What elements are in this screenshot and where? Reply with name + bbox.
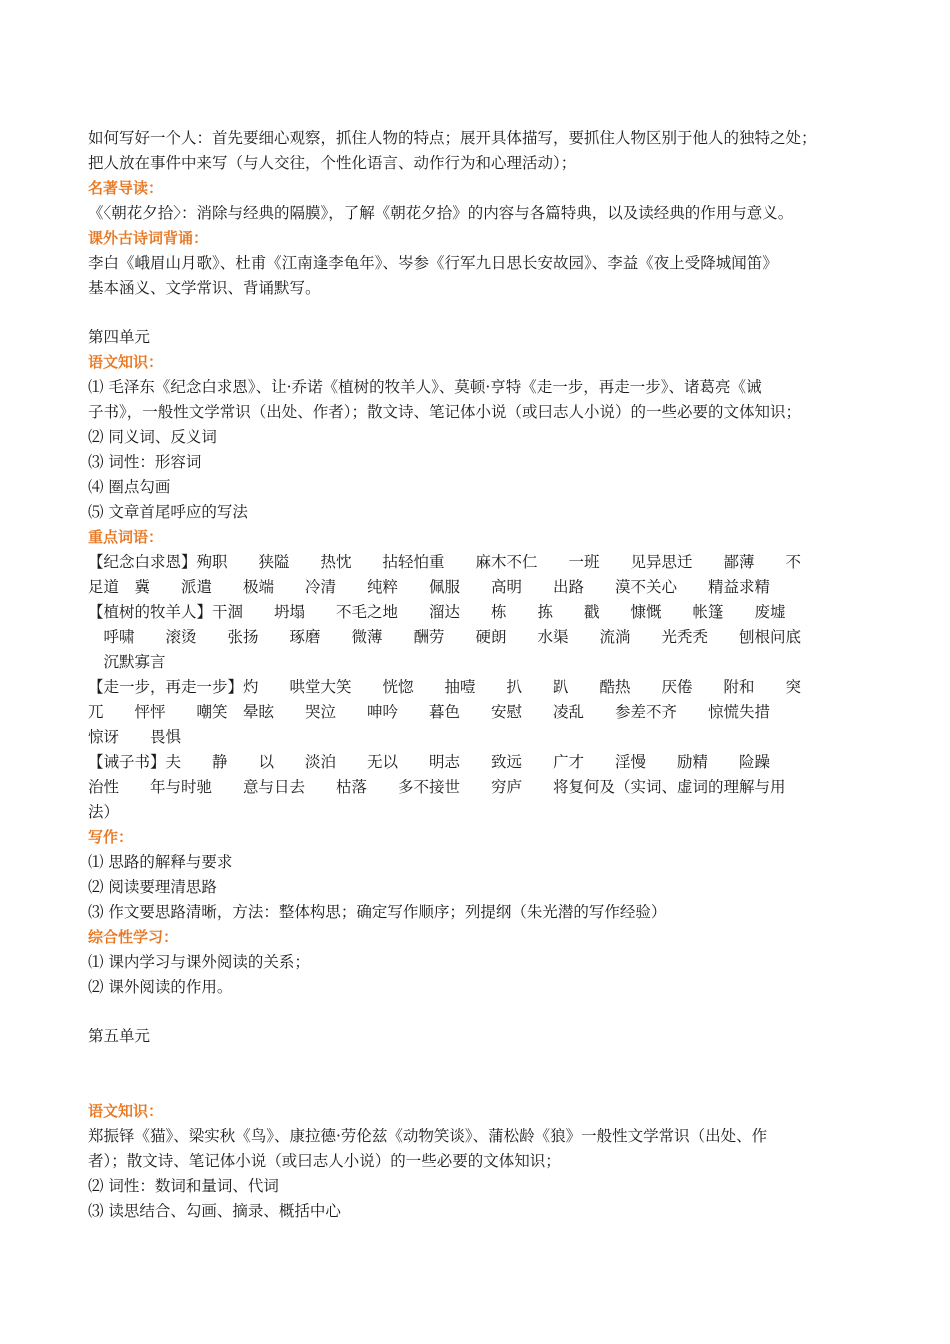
poems-line-2: 基本涵义、文学常识、背诵默写。 — [88, 279, 321, 297]
writing-tip-line-1: 如何写好一个人：首先要细心观察，抓住人物的特点；展开具体描写，要抓住人物区别于他人的独特之处； — [88, 129, 817, 147]
unit4-writing-heading: 写作： — [88, 828, 134, 846]
unit4-knowledge-1b: 子书》，一般性文学常识（出处、作者）；散文诗、笔记体小说（或曰志人小说）的一些必要的文体知识； — [88, 403, 802, 421]
unit4-study-2: ⑵ 课外阅读的作用。 — [88, 978, 233, 996]
unit4-knowledge-heading: 语文知识： — [88, 353, 164, 371]
writing-tip-line-2: 把人放在事件中来写（与人交往，个性化语言、动作行为和心理活动）； — [88, 154, 577, 172]
unit4-title: 第四单元 — [88, 328, 151, 346]
unit4-knowledge-2: ⑵ 同义词、反义词 — [88, 428, 217, 446]
vocab-line: 法） — [88, 803, 120, 821]
unit5-knowledge-1a: 郑振铎《猫》、梁实秋《鸟》、康拉德·劳伦兹《动物笑谈》、蒲松龄《狼》一般性文学常识（出处、作 — [88, 1127, 768, 1145]
unit5-knowledge-3: ⑶ 读思结合、勾画、摘录、概括中心 — [88, 1202, 341, 1220]
vocab-line: 【走一步，再走一步】灼 哄堂大笑 恍惚 抽噎 扒 趴 酷热 厌倦 附和 突 — [88, 678, 802, 696]
unit5-knowledge-2: ⑵ 词性：数词和量词、代词 — [88, 1177, 279, 1195]
vocab-line: 【诫子书】夫 静 以 淡泊 无以 明志 致远 广才 淫慢 励精 险躁 — [88, 753, 771, 771]
vocab-line: 【纪念白求恩】殉职 狭隘 热忱 拈轻怕重 麻木不仁 一班 见异思迁 鄙薄 不 — [88, 553, 802, 571]
unit5-title: 第五单元 — [88, 1027, 151, 1045]
unit4-writing-2: ⑵ 阅读要理清思路 — [88, 878, 217, 896]
vocab-line: 惊讶 畏惧 — [88, 728, 182, 746]
unit4-study-heading: 综合性学习： — [88, 928, 179, 946]
unit4-knowledge-4: ⑷ 圈点勾画 — [88, 478, 171, 496]
unit4-study-1: ⑴ 课内学习与课外阅读的关系； — [88, 953, 310, 971]
unit4-vocab-heading: 重点词语： — [88, 528, 164, 546]
vocab-line: 呼啸 滚烫 张扬 琢磨 微薄 酬劳 硬朗 水渠 流淌 光秃秃 刨根问底 — [88, 628, 802, 646]
unit4-knowledge-3: ⑶ 词性：形容词 — [88, 453, 202, 471]
vocab-line: 【植树的牧羊人】干涸 坍塌 不毛之地 溜达 栋 拣 戳 慷慨 帐篷 废墟 — [88, 603, 786, 621]
classics-heading: 名著导读： — [88, 179, 164, 197]
unit5-knowledge-1b: 者）；散文诗、笔记体小说（或曰志人小说）的一些必要的文体知识； — [88, 1152, 561, 1170]
unit4-knowledge-5: ⑸ 文章首尾呼应的写法 — [88, 503, 248, 521]
vocab-line: 治性 年与时驰 意与日去 枯落 多不接世 穷庐 将复何及（实词、虚词的理解与用 — [88, 778, 786, 796]
unit5-knowledge-heading: 语文知识： — [88, 1102, 164, 1120]
unit4-knowledge-1a: ⑴ 毛泽东《纪念白求恩》、让·乔诺《植树的牧羊人》、莫顿·亨特《走一步，再走一步》、诸葛亮《诫 — [88, 378, 762, 396]
poems-line-1: 李白《峨眉山月歌》、杜甫《江南逢李龟年》、岑参《行军九日思长安故园》、李益《夜上受降城闻笛》 — [88, 254, 778, 272]
vocab-line: 兀 怦怦 嘲笑 晕眩 哭泣 呻吟 暮色 安慰 凌乱 参差不齐 惊慌失措 — [88, 703, 771, 721]
vocab-line: 足道 冀 派遣 极端 冷清 纯粹 佩服 高明 出路 漠不关心 精益求精 — [88, 578, 771, 596]
classics-text: 《〈朝花夕拾〉：消除与经典的隔膜》，了解《朝花夕拾》的内容与各篇特典，以及读经典的作用与意义。 — [88, 204, 794, 222]
unit4-writing-3: ⑶ 作文要思路清晰，方法：整体构思；确定写作顺序；列提纲（朱光潜的写作经验） — [88, 903, 667, 921]
unit4-writing-1: ⑴ 思路的解释与要求 — [88, 853, 233, 871]
poems-heading: 课外古诗词背诵： — [88, 229, 209, 247]
vocab-line: 沉默寡言 — [88, 653, 166, 671]
